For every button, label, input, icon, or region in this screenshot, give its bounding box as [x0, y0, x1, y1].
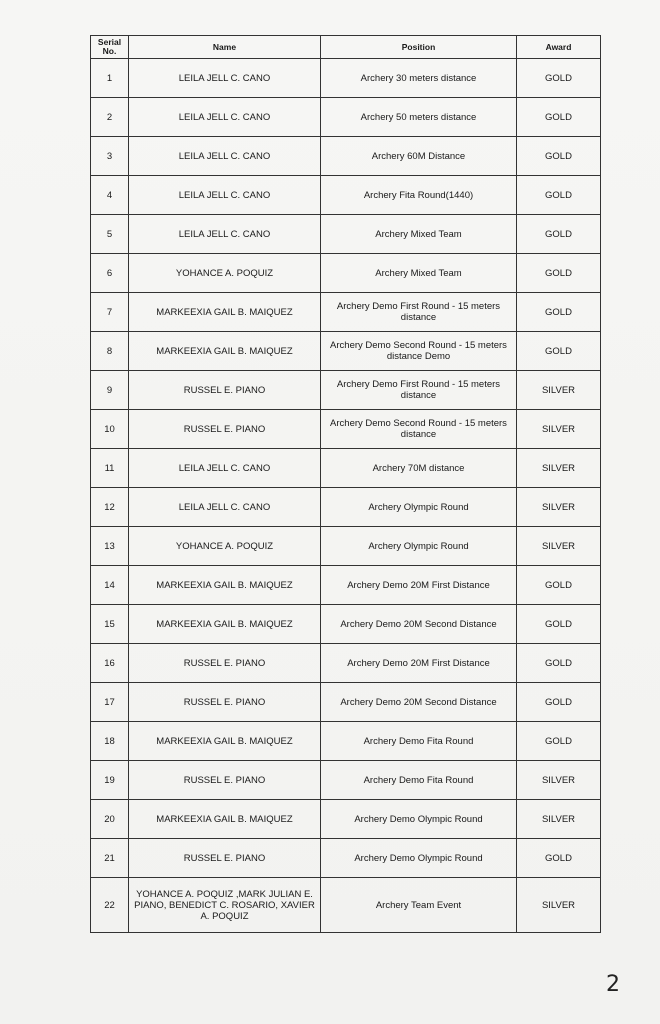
header-position: Position	[321, 36, 517, 59]
cell-serial: 13	[91, 527, 129, 566]
cell-position: Archery Demo First Round - 15 meters distance	[321, 293, 517, 332]
cell-position: Archery 30 meters distance	[321, 59, 517, 98]
cell-name: MARKEEXIA GAIL B. MAIQUEZ	[129, 800, 321, 839]
cell-award: SILVER	[517, 449, 601, 488]
table-row	[91, 761, 601, 800]
cell-award: SILVER	[517, 800, 601, 839]
cell-serial: 1	[91, 59, 129, 98]
cell-award: SILVER	[517, 371, 601, 410]
cell-serial: 18	[91, 722, 129, 761]
cell-position: Archery Demo First Round - 15 meters distance	[321, 371, 517, 410]
cell-name: RUSSEL E. PIANO	[129, 839, 321, 878]
table-header-row	[91, 36, 601, 59]
awards-table	[90, 35, 601, 933]
cell-award: GOLD	[517, 644, 601, 683]
cell-award: GOLD	[517, 293, 601, 332]
cell-serial: 7	[91, 293, 129, 332]
cell-name: YOHANCE A. POQUIZ ,MARK JULIAN E. PIANO, BENEDICT C. ROSARIO, XAVIER A. POQUIZ	[129, 878, 321, 933]
cell-award: GOLD	[517, 176, 601, 215]
cell-award: SILVER	[517, 761, 601, 800]
table-row	[91, 215, 601, 254]
cell-serial: 21	[91, 839, 129, 878]
cell-serial: 2	[91, 98, 129, 137]
cell-serial: 3	[91, 137, 129, 176]
cell-serial: 10	[91, 410, 129, 449]
table-row	[91, 839, 601, 878]
cell-award: GOLD	[517, 254, 601, 293]
cell-name: LEILA JELL C. CANO	[129, 215, 321, 254]
table-row	[91, 59, 601, 98]
cell-name: LEILA JELL C. CANO	[129, 449, 321, 488]
cell-position: Archery Demo Second Round - 15 meters distance	[321, 410, 517, 449]
header-award: Award	[517, 36, 601, 59]
cell-position: Archery Demo Second Round - 15 meters distance Demo	[321, 332, 517, 371]
cell-name: LEILA JELL C. CANO	[129, 176, 321, 215]
cell-position: Archery Demo 20M Second Distance	[321, 605, 517, 644]
table-row	[91, 332, 601, 371]
page-number: 2	[606, 972, 620, 997]
table-row	[91, 722, 601, 761]
cell-serial: 15	[91, 605, 129, 644]
cell-serial: 20	[91, 800, 129, 839]
cell-serial: 17	[91, 683, 129, 722]
cell-award: GOLD	[517, 59, 601, 98]
table-row	[91, 176, 601, 215]
cell-award: GOLD	[517, 839, 601, 878]
table-row	[91, 878, 601, 933]
table-row	[91, 371, 601, 410]
table-row	[91, 605, 601, 644]
cell-serial: 5	[91, 215, 129, 254]
cell-serial: 19	[91, 761, 129, 800]
cell-award: GOLD	[517, 566, 601, 605]
table-row	[91, 527, 601, 566]
header-serial: Serial No.	[91, 36, 129, 59]
cell-position: Archery Demo Olympic Round	[321, 800, 517, 839]
cell-name: YOHANCE A. POQUIZ	[129, 254, 321, 293]
cell-position: Archery Demo Fita Round	[321, 722, 517, 761]
cell-position: Archery Demo 20M First Distance	[321, 566, 517, 605]
cell-name: LEILA JELL C. CANO	[129, 98, 321, 137]
table-row	[91, 566, 601, 605]
table-row	[91, 293, 601, 332]
cell-name: MARKEEXIA GAIL B. MAIQUEZ	[129, 332, 321, 371]
cell-award: SILVER	[517, 410, 601, 449]
cell-name: YOHANCE A. POQUIZ	[129, 527, 321, 566]
cell-award: SILVER	[517, 488, 601, 527]
cell-name: RUSSEL E. PIANO	[129, 683, 321, 722]
table-row	[91, 683, 601, 722]
cell-position: Archery 70M distance	[321, 449, 517, 488]
cell-name: RUSSEL E. PIANO	[129, 371, 321, 410]
cell-award: GOLD	[517, 215, 601, 254]
table-row	[91, 488, 601, 527]
cell-position: Archery Olympic Round	[321, 527, 517, 566]
table-row	[91, 644, 601, 683]
header-name: Name	[129, 36, 321, 59]
cell-serial: 4	[91, 176, 129, 215]
cell-award: SILVER	[517, 878, 601, 933]
cell-award: GOLD	[517, 722, 601, 761]
cell-name: RUSSEL E. PIANO	[129, 410, 321, 449]
table-row	[91, 449, 601, 488]
cell-award: GOLD	[517, 605, 601, 644]
cell-serial: 9	[91, 371, 129, 410]
table-row	[91, 254, 601, 293]
table-row	[91, 137, 601, 176]
cell-serial: 12	[91, 488, 129, 527]
cell-serial: 22	[91, 878, 129, 933]
cell-serial: 11	[91, 449, 129, 488]
cell-position: Archery Demo 20M First Distance	[321, 644, 517, 683]
cell-name: MARKEEXIA GAIL B. MAIQUEZ	[129, 566, 321, 605]
cell-award: GOLD	[517, 683, 601, 722]
cell-name: RUSSEL E. PIANO	[129, 644, 321, 683]
cell-name: MARKEEXIA GAIL B. MAIQUEZ	[129, 605, 321, 644]
cell-position: Archery 60M Distance	[321, 137, 517, 176]
cell-award: GOLD	[517, 332, 601, 371]
cell-name: LEILA JELL C. CANO	[129, 137, 321, 176]
cell-position: Archery Demo Fita Round	[321, 761, 517, 800]
cell-serial: 14	[91, 566, 129, 605]
table-row	[91, 410, 601, 449]
cell-position: Archery Mixed Team	[321, 215, 517, 254]
cell-position: Archery Olympic Round	[321, 488, 517, 527]
cell-position: Archery Fita Round(1440)	[321, 176, 517, 215]
cell-position: Archery 50 meters distance	[321, 98, 517, 137]
cell-name: RUSSEL E. PIANO	[129, 761, 321, 800]
cell-position: Archery Mixed Team	[321, 254, 517, 293]
cell-award: SILVER	[517, 527, 601, 566]
cell-name: MARKEEXIA GAIL B. MAIQUEZ	[129, 293, 321, 332]
cell-position: Archery Team Event	[321, 878, 517, 933]
cell-award: GOLD	[517, 98, 601, 137]
cell-serial: 6	[91, 254, 129, 293]
cell-name: LEILA JELL C. CANO	[129, 59, 321, 98]
cell-serial: 8	[91, 332, 129, 371]
cell-position: Archery Demo 20M Second Distance	[321, 683, 517, 722]
table-row	[91, 98, 601, 137]
cell-name: LEILA JELL C. CANO	[129, 488, 321, 527]
cell-name: MARKEEXIA GAIL B. MAIQUEZ	[129, 722, 321, 761]
cell-serial: 16	[91, 644, 129, 683]
table-row	[91, 800, 601, 839]
cell-position: Archery Demo Olympic Round	[321, 839, 517, 878]
cell-award: GOLD	[517, 137, 601, 176]
